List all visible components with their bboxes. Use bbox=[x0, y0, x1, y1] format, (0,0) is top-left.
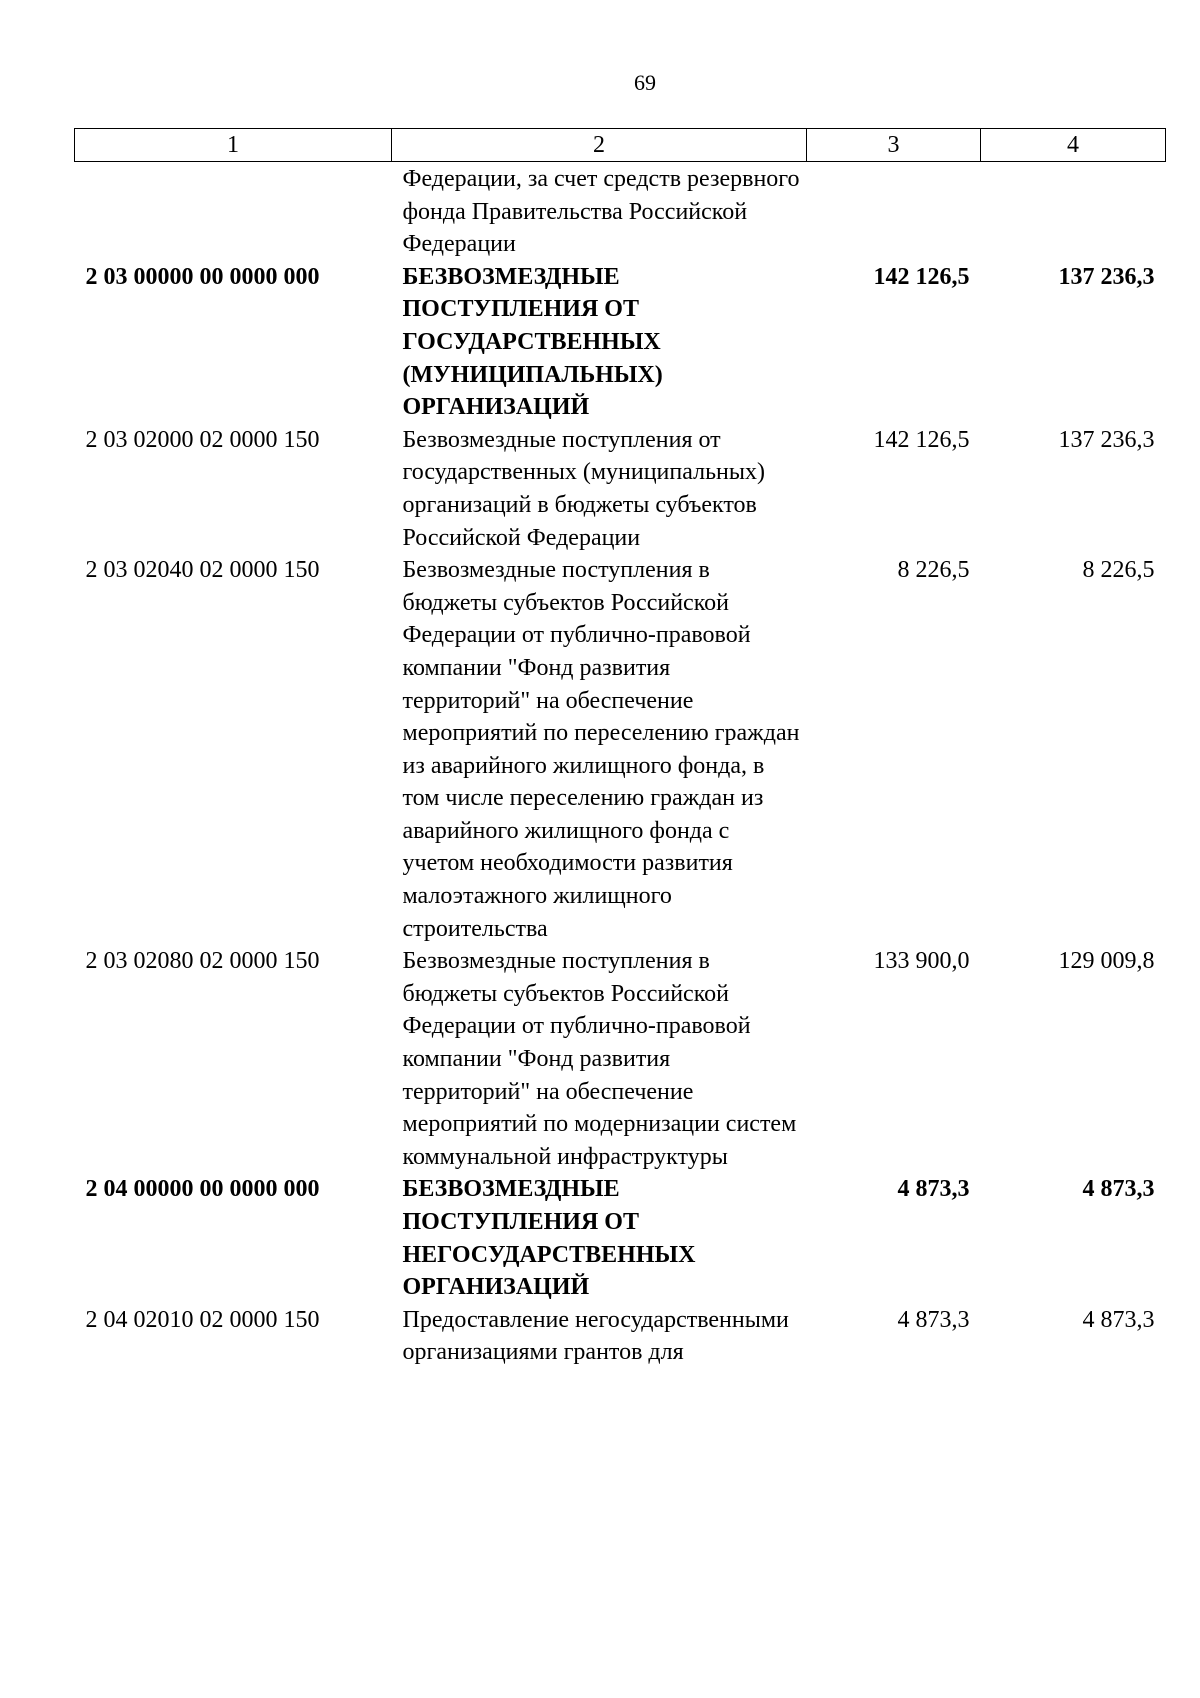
row-name: БЕЗВОЗМЕЗДНЫЕ ПОСТУПЛЕНИЯ ОТ ГОСУДАРСТВЕННЫХ (МУНИЦИПАЛЬНЫХ) ОРГАНИЗАЦИЙ bbox=[402, 263, 663, 421]
table-row bbox=[75, 1304, 1166, 1369]
table-row bbox=[75, 261, 1166, 424]
page-number: 69 bbox=[634, 70, 656, 95]
row-code: 2 03 00000 00 0000 000 bbox=[85, 263, 320, 290]
row-name: БЕЗВОЗМЕЗДНЫЕ ПОСТУПЛЕНИЯ ОТ НЕГОСУДАРСТВЕННЫХ ОРГАНИЗАЦИЙ bbox=[402, 1176, 696, 1301]
table-body bbox=[75, 162, 1166, 1369]
row-value-3: 8 226,5 bbox=[897, 557, 970, 584]
column-header-2: 2 bbox=[392, 129, 807, 162]
row-code: 2 03 02040 02 0000 150 bbox=[85, 557, 320, 584]
row-value-4: 137 236,3 bbox=[1058, 263, 1155, 290]
table-row bbox=[75, 1173, 1166, 1303]
table-row bbox=[75, 162, 1166, 261]
row-value-4: 4 873,3 bbox=[1082, 1176, 1155, 1203]
row-value-3: 142 126,5 bbox=[873, 426, 970, 453]
table-row bbox=[75, 945, 1166, 1173]
row-code: 2 03 02000 02 0000 150 bbox=[85, 426, 320, 453]
row-value-3: 142 126,5 bbox=[873, 263, 970, 290]
row-name: Безвозмездные поступления от государственных (муниципальных) организаций в бюджеты субъектов Российской Федерации bbox=[402, 426, 765, 551]
row-value-4: 137 236,3 bbox=[1058, 426, 1155, 453]
row-name: Безвозмездные поступления в бюджеты субъектов Российской Федерации от публично-правовой компании "Фонд развития территорий" на обеспечение мероприятий по модернизации систем коммунальной инфраструктуры bbox=[402, 948, 797, 1170]
row-value-3: 4 873,3 bbox=[897, 1306, 970, 1333]
row-value-3: 4 873,3 bbox=[897, 1176, 970, 1203]
row-value-4: 8 226,5 bbox=[1082, 557, 1155, 584]
column-header-4: 4 bbox=[981, 129, 1166, 162]
column-header-3: 3 bbox=[807, 129, 981, 162]
row-name: Федерации, за счет средств резервного фонда Правительства Российской Федерации bbox=[402, 166, 800, 258]
row-value-3 bbox=[807, 162, 981, 261]
table-row bbox=[75, 424, 1166, 554]
header-row bbox=[75, 129, 1166, 162]
row-value-4: 4 873,3 bbox=[1082, 1306, 1155, 1333]
column-header-1: 1 bbox=[75, 129, 392, 162]
row-code bbox=[75, 162, 392, 261]
table-header bbox=[75, 129, 1166, 162]
row-value-4: 129 009,8 bbox=[1058, 948, 1155, 975]
table-row bbox=[75, 554, 1166, 945]
row-value-3: 133 900,0 bbox=[873, 948, 970, 975]
row-name: Предоставление негосударственными организациями грантов для bbox=[402, 1306, 789, 1366]
revenue-table bbox=[74, 128, 1166, 1369]
row-code: 2 04 00000 00 0000 000 bbox=[85, 1176, 320, 1203]
row-code: 2 03 02080 02 0000 150 bbox=[85, 948, 320, 975]
row-value-4 bbox=[981, 162, 1166, 261]
row-code: 2 04 02010 02 0000 150 bbox=[85, 1306, 320, 1333]
row-name: Безвозмездные поступления в бюджеты субъектов Российской Федерации от публично-правовой компании "Фонд развития территорий" на обеспечение мероприятий по переселению граждан из аварийного жилищного фонда, в том числе переселению граждан из аварийного жилищного фонда с учетом необходимости развития малоэтажного жилищного строительства bbox=[402, 557, 800, 942]
